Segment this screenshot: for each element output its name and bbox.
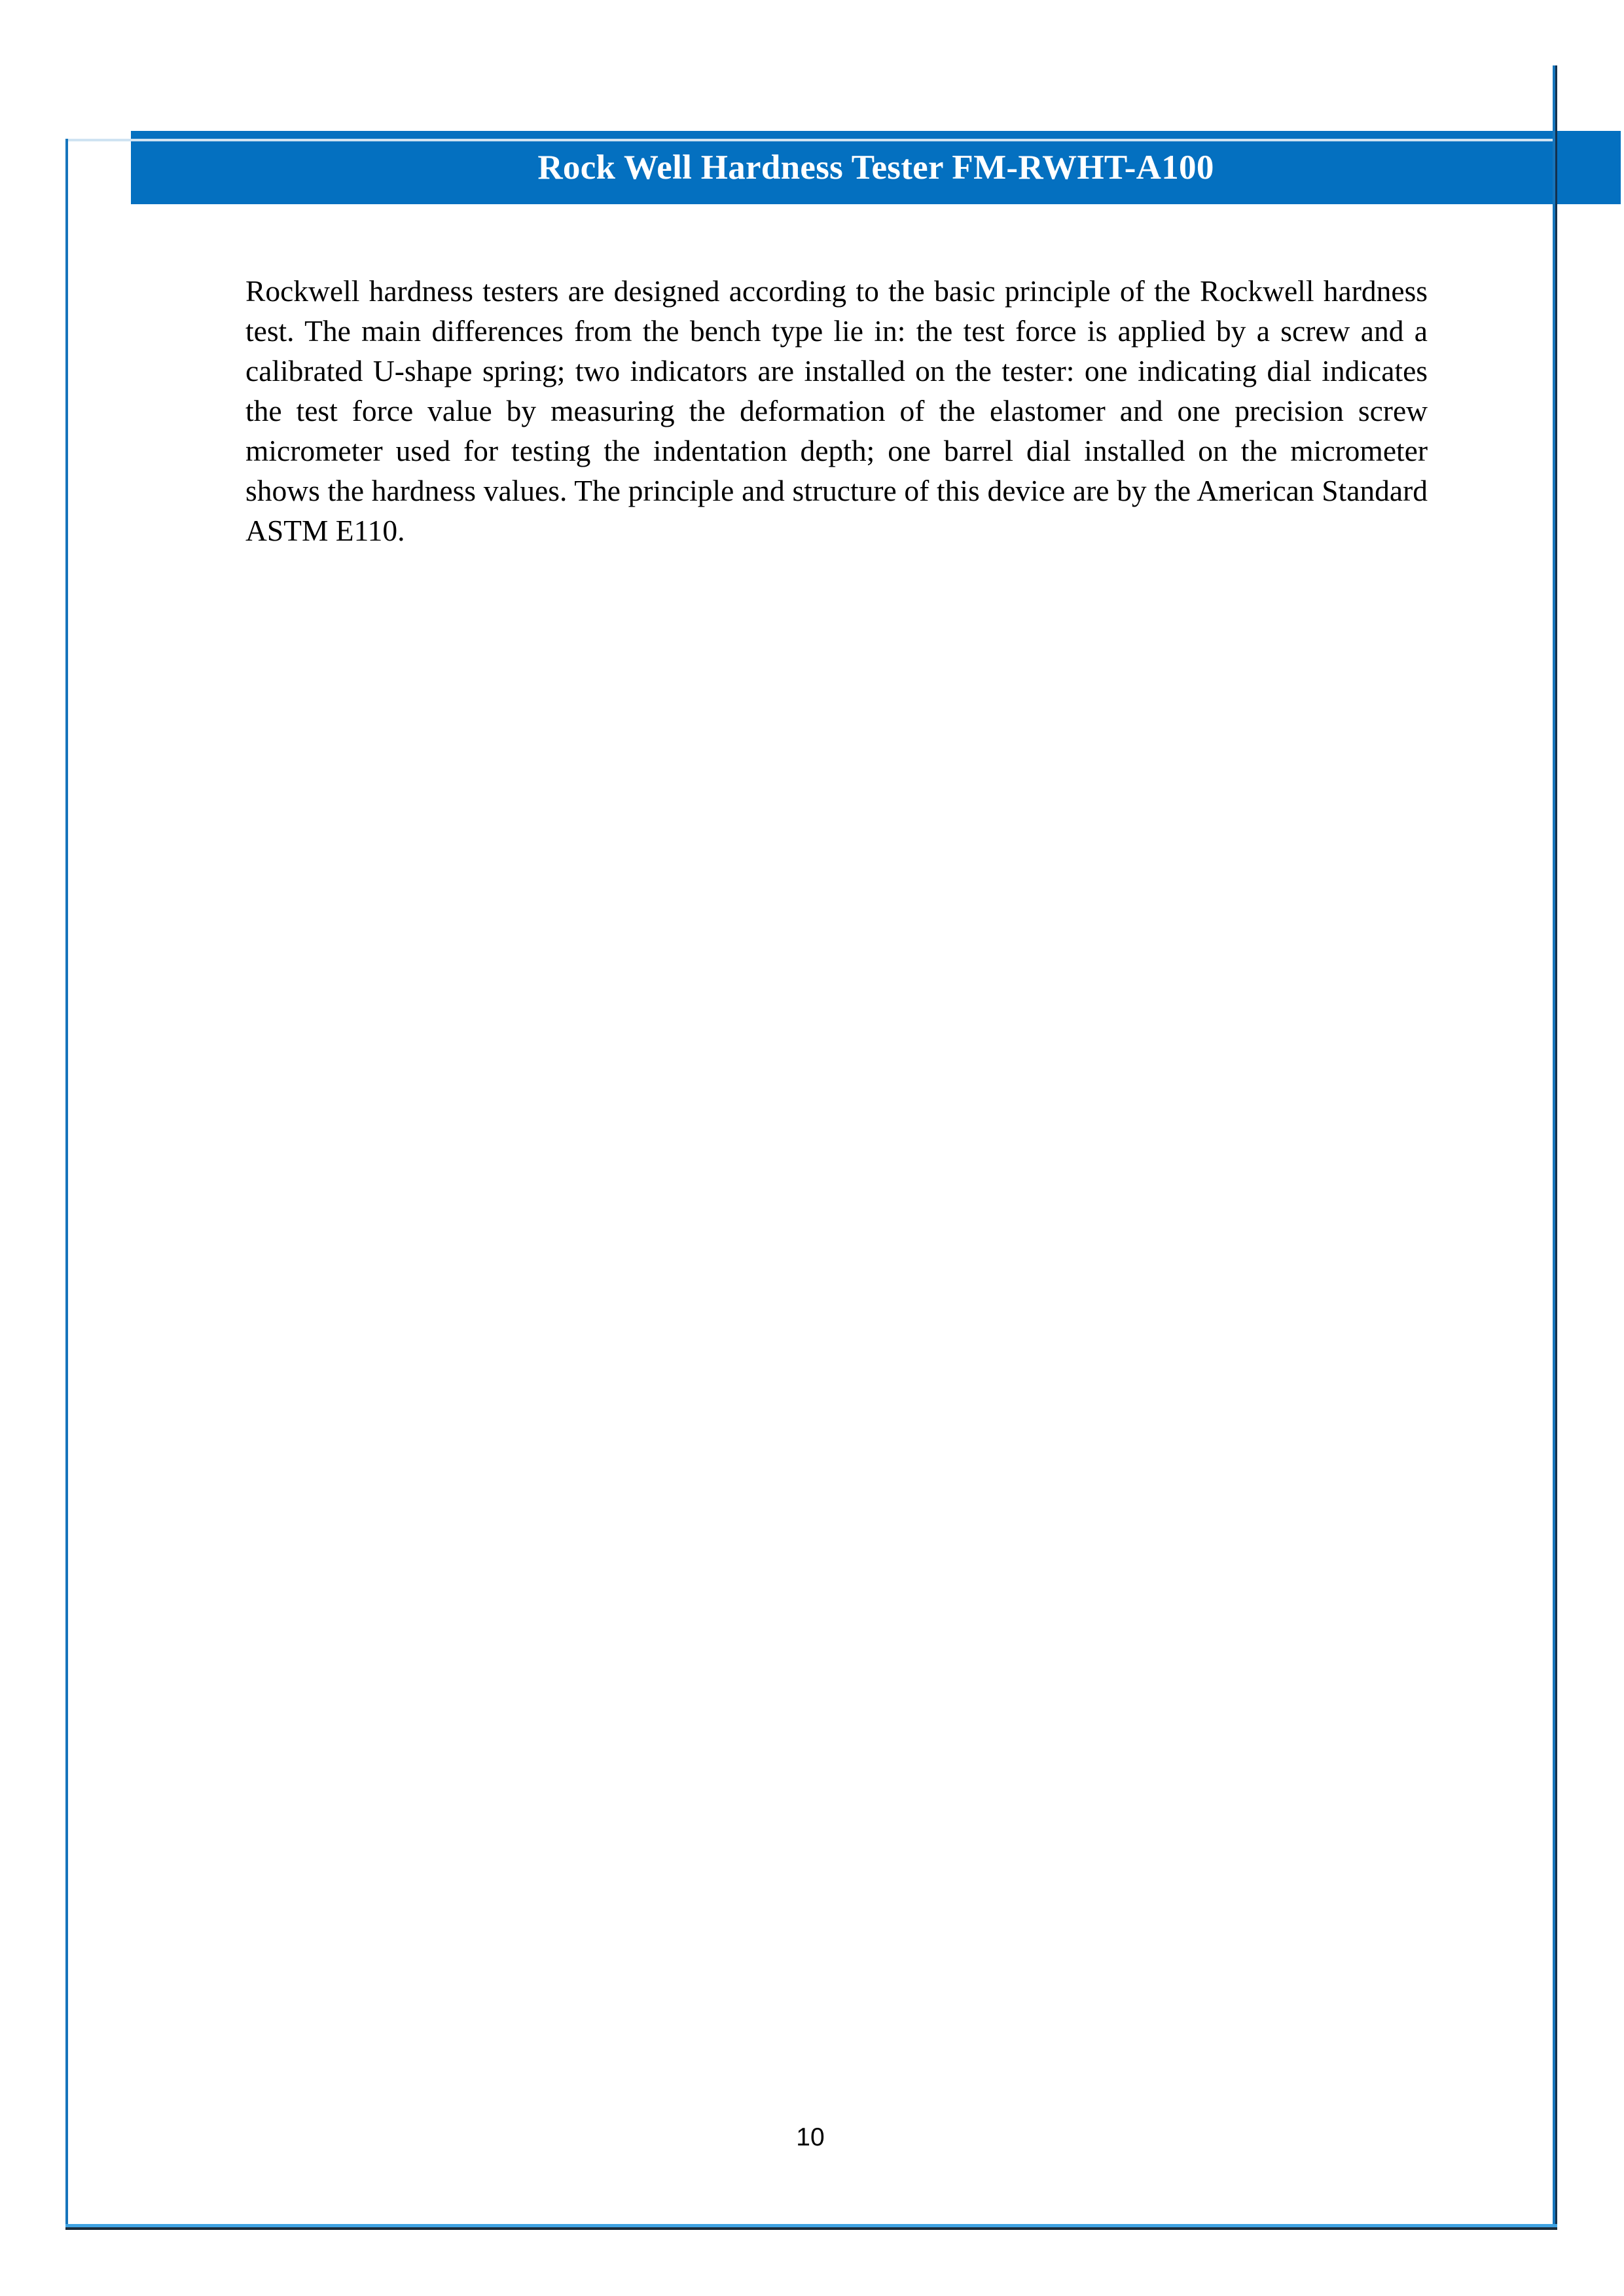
page-title: Rock Well Hardness Tester FM-RWHT-A100 <box>537 148 1214 187</box>
page-border-left <box>65 139 68 2225</box>
body-paragraph: Rockwell hardness testers are designed according to the basic principle of the Rockwell hardness test. The main differences from the bench type lie in: the test force is applied by a screw and a calibrated U-shape spring; two indicators are installed on the tester: one indicating dial indicates the test force value by measuring the deformation of the elastomer and one precision screw micrometer used for testing the indentation depth; one barrel dial installed on the micrometer shows the hardness values. The principle and structure of this device are by the American Standard ASTM E110. <box>245 274 1428 547</box>
page-number: 10 <box>796 2123 825 2151</box>
content-area <box>245 271 1428 550</box>
page-border-bottom-shadow <box>65 2227 1557 2230</box>
page-header-banner <box>131 131 1621 204</box>
page-border-right-shadow <box>1555 65 1557 2228</box>
header-underline-rule <box>65 139 1555 141</box>
